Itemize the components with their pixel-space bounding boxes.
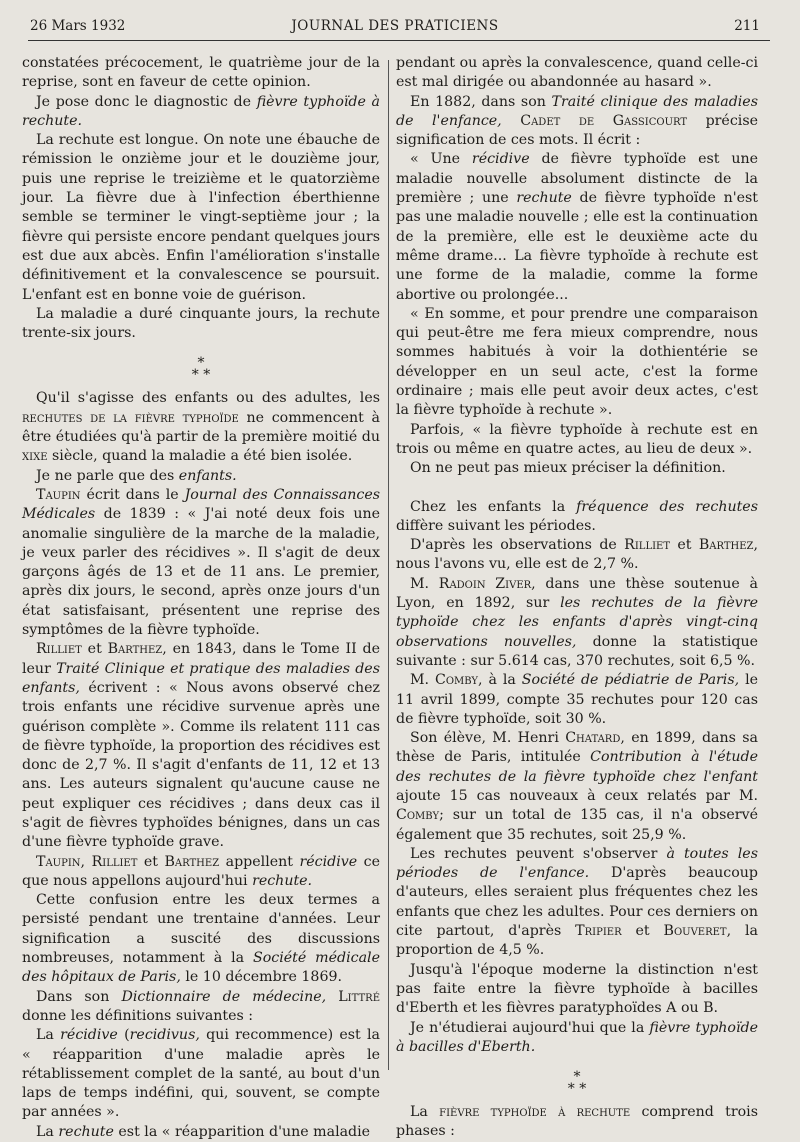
right-column — [396, 54, 758, 1142]
spacer — [396, 479, 758, 498]
paragraph: M. Radoin Ziver, dans une thèse soutenue à Lyon, en 1892, sur les rechutes de la fièvre typhoïde chez les enfants d'après vingt-cinq observations nouvelles, donne la statistique suivante : sur 5.614 cas, 370 rechutes, soit 6,5 %. — [396, 575, 759, 669]
paragraph: La récidive (recidivus, qui recommence) est la « réapparition d'une maladie après le rétablissement complet de la santé, au bout d'un laps de temps indéfini, qui, souvent, se compte par années ». — [22, 1027, 381, 1121]
paragraph: La rechute est la « réapparition d'une maladie — [36, 1123, 371, 1140]
paragraph: Je pose donc le diagnostic de fièvre typhoïde à rechute. — [22, 93, 380, 129]
paragraph: Qu'il s'agisse des enfants ou des adultes, les rechutes de la fièvre typhoïde ne commencent à être étudiées qu'à partir de la première moitié du xixe siècle, quand la maladie a été bien isolée. — [22, 390, 380, 465]
paragraph: On ne peut pas mieux préciser la définition. — [410, 460, 726, 477]
paragraph: Chez les enfants la fréquence des rechutes diffère suivant les périodes. — [396, 498, 758, 534]
paragraph: Je n'étudierai aujourd'hui que la fièvre typhoïde à bacilles d'Eberth. — [396, 1019, 758, 1055]
paragraph: En 1882, dans son Traité clinique des maladies de l'enfance, Cadet de Gassicourt précise signification de ces mots. Il écrit : — [396, 93, 758, 149]
page-number: 211 — [734, 18, 760, 34]
paragraph: Jusqu'à l'époque moderne la distinction n'est pas faite entre la fièvre typhoïde à bacilles d'Eberth et les fièvres paratyphoïdes A ou B. — [396, 961, 758, 1017]
journal-title: JOURNAL DES PRATICIENS — [291, 18, 499, 34]
paragraph: Je ne parle que des enfants. — [36, 467, 237, 484]
paragraph: Son élève, M. Henri Chatard, en 1899, dans sa thèse de Paris, intitulée Contribution à l'étude des rechutes de la fièvre typhoïde chez l'enfant ajoute 15 cas nouveaux à ceux relatés par M. Comby; sur un total de 135 cas, il n'a observé également que 35 rechutes, soit 25,9 %. — [396, 730, 758, 843]
section-separator: * * * — [567, 1069, 587, 1098]
header-date: 26 Mars 1932 — [30, 18, 126, 34]
paragraph: Rilliet et Barthez, en 1843, dans le Tome II de leur Traité Clinique et pratique des maladies des enfants, écrivent : « Nous avons observé chez trois enfants une récidive survenue après une guérison complète ». Comme ils relatent 111 cas de fièvre typhoïde, la proportion des récidives est donc de 2,7 %. Il s'agit d'enfants de 11, 12 et 13 ans. Les auteurs signalent qu'aucune cause ne peut expliquer ces récidives ; dans deux cas il s'agit de fièvres typhoïdes bénignes, dans un cas d'une fièvre typhoïde grave. — [22, 641, 380, 851]
paragraph: La rechute est longue. On note une ébauche de rémission le onzième jour et le douzième jour, puis une reprise le treizième et le quatorzième jour. La fièvre due à l'infection éberthienne semble se terminer le vingt-septième jour ; la fièvre qui persiste encore pendant quelques jours est due aux abcès. Enfin l'amélioration s'installe définitivement et la convalescence se poursuit. L'enfant est en bonne voie de guérison. — [22, 132, 380, 303]
paragraph: Les rechutes peuvent s'observer à toutes les périodes de l'enfance. D'après beaucoup d'auteurs, elles seraient plus fréquentes chez les enfants que chez les adultes. Pour ces derniers on cite partout, d'après Tripier et Bouveret, la proportion de 4,5 %. — [396, 845, 758, 959]
section-separator: * * * — [191, 355, 211, 384]
paragraph: Taupin, Rilliet et Barthez appellent récidive ce que nous appellons aujourd'hui rechute. — [22, 853, 380, 889]
header-rule — [28, 40, 770, 41]
paragraph: Dans son Dictionnaire de médecine, Littré donne les définitions suivantes : — [22, 988, 380, 1024]
paragraph: La fièvre typhoïde à rechute comprend trois phases : — [396, 1104, 758, 1140]
paragraph: La maladie a duré cinquante jours, la rechute trente-six jours. — [22, 305, 380, 342]
running-header — [30, 18, 760, 38]
column-divider — [388, 60, 389, 1070]
paragraph: M. Comby, à la Société de pédiatrie de Paris, le 11 avril 1899, compte 35 rechutes pour 120 cas de fièvre typhoïde, soit 30 %. — [396, 672, 758, 727]
paragraph: Cette confusion entre les deux termes a persisté pendant une trentaine d'années. Leur signification a suscité des discussions nombreuses, notamment à la Société médicale des hôpitaux de Paris, le 10 décembre 1869. — [22, 892, 380, 986]
paragraph: pendant ou après la convalescence, quand celle-ci est mal dirigée ou abandonnée au hasard ». — [396, 55, 758, 91]
paragraph: « En somme, et pour prendre une comparaison qui peut-être me fera mieux comprendre, nous sommes habitués à voir la dothientérie se développer en un seul acte, c'est la forme ordinaire ; mais elle peut avoir deux actes, c'est la fièvre typhoïde à rechute ». — [396, 305, 758, 419]
paragraph: D'après les observations de Rilliet et Barthez, nous l'avons vu, elle est de 2,7 %. — [396, 537, 758, 573]
paragraph: Taupin écrit dans le Journal des Connaissances Médicales de 1839 : « J'ai noté deux fois une anomalie singulière de la marche de la maladie, je veux parler des récidives ». Il s'agit de deux garçons âgés de 13 et de 11 ans. Le premier, après dix jours, le second, après onze jours d'un état satisfaisant, présentent une reprise des symptômes de la fièvre typhoïde. — [22, 486, 380, 639]
left-column — [22, 54, 380, 1142]
paragraph: « Une récidive de fièvre typhoïde est une maladie nouvelle absolument distincte de la première ; une rechute de fièvre typhoïde n'est pas une maladie nouvelle ; elle est la continuation de la première, elle est le deuxième acte du même drame... La fièvre typhoïde à rechute est une forme de la maladie, comme la forme abortive ou prolongée... — [396, 151, 758, 303]
paragraph: constatées précocement, le quatrième jour de la reprise, sont en faveur de cette opinion. — [22, 55, 380, 91]
paragraph: Parfois, « la fièvre typhoïde à rechute est en trois ou même en quatre actes, au lieu de deux ». — [396, 421, 758, 457]
